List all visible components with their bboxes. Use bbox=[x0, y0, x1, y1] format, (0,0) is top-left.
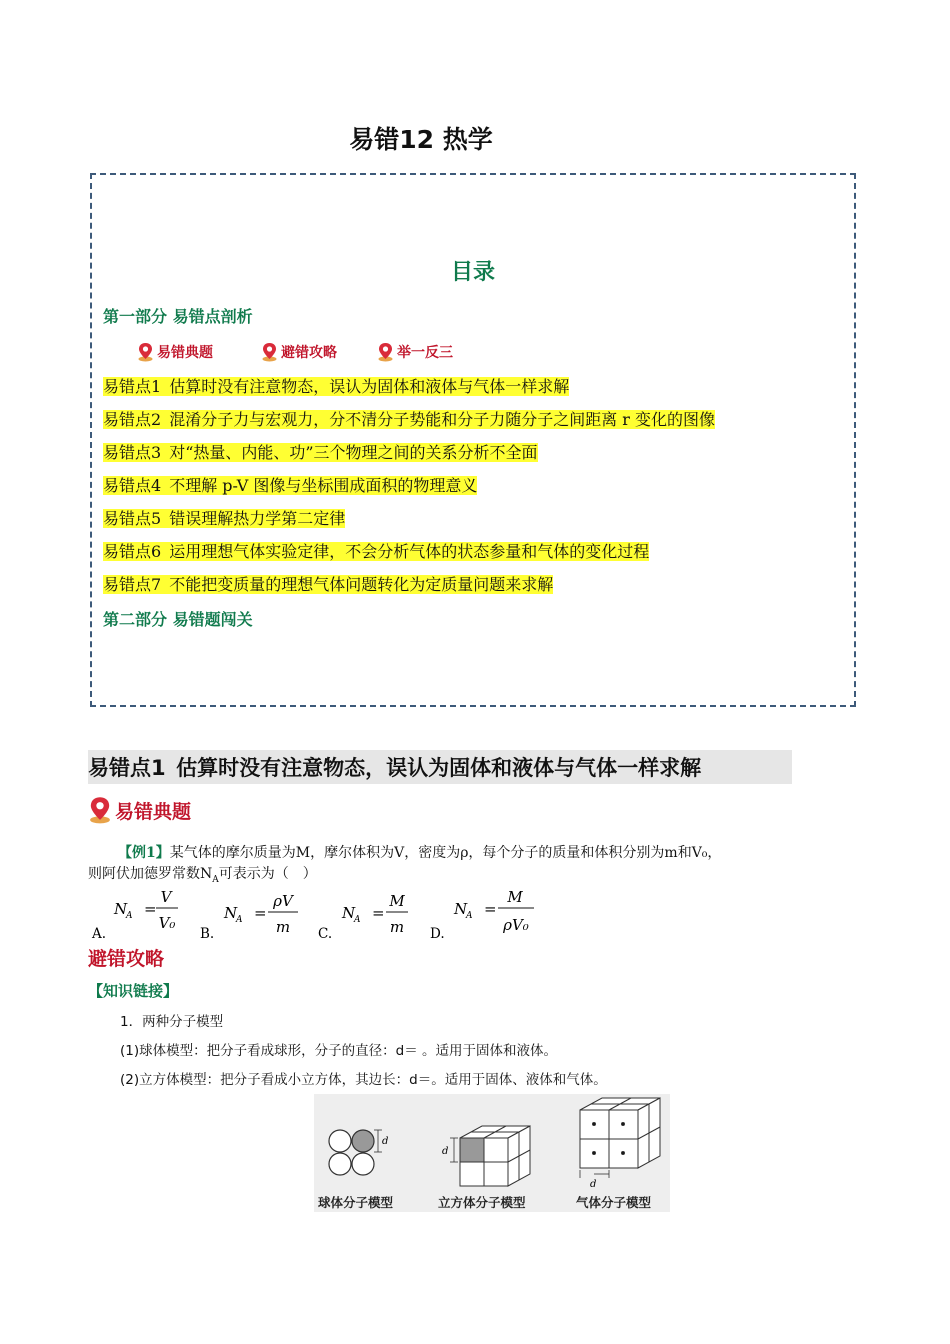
d-label: d bbox=[590, 1179, 597, 1190]
na-sub: A bbox=[236, 915, 243, 925]
eq-sign: = bbox=[144, 900, 157, 918]
tab-label: 易错典题 bbox=[157, 345, 213, 361]
tab-label: 举一反三 bbox=[397, 345, 453, 361]
option-b-den: m bbox=[275, 918, 291, 936]
toc-item-6[interactable]: 易错点6 运用理想气体实验定律，不会分析气体的状态参量和气体的变化过程 bbox=[103, 542, 650, 561]
option-a-den: V₀ bbox=[158, 914, 176, 932]
na-symbol: N bbox=[114, 900, 128, 918]
toc-tab-strategy[interactable] bbox=[261, 342, 337, 362]
caption-sphere: 球体分子模型 bbox=[318, 1195, 394, 1210]
toc-item-2[interactable]: 易错点2 混淆分子力与宏观力，分不清分子势能和分子力随分子之间距离 r 变化的图像 bbox=[103, 410, 716, 429]
knowledge-link-label: 【知识链接】 bbox=[88, 982, 179, 1000]
option-c-num: M bbox=[389, 892, 405, 910]
toc-part-2[interactable]: 第二部分 易错题闯关 bbox=[103, 610, 253, 629]
d-label: d bbox=[442, 1146, 449, 1157]
d-label: d bbox=[382, 1136, 389, 1147]
example-line-1: 【例1】某气体的摩尔质量为M，摩尔体积为V，密度为ρ，每个分子的质量和体积分别为m和V₀， bbox=[118, 845, 722, 861]
caption-cube: 立方体分子模型 bbox=[438, 1195, 526, 1210]
knowledge-item-1: 1．两种分子模型 bbox=[120, 1014, 224, 1030]
molecule-models-figure bbox=[314, 1094, 670, 1212]
location-pin-icon bbox=[88, 795, 112, 825]
option-b-num: ρV bbox=[273, 892, 293, 910]
toc-item-7[interactable]: 易错点7 不能把变质量的理想气体问题转化为定质量问题来求解 bbox=[103, 575, 554, 594]
toc-tab-practice[interactable] bbox=[377, 342, 453, 362]
option-c-den: m bbox=[389, 918, 405, 936]
location-pin-icon bbox=[377, 342, 394, 362]
toc-item-5[interactable]: 易错点5 错误理解热力学第二定律 bbox=[103, 509, 346, 528]
na-sub: A bbox=[126, 911, 133, 921]
tab-label: 避错攻略 bbox=[281, 345, 337, 361]
eq-sign: = bbox=[372, 904, 385, 922]
example-line-2: 则阿伏加德罗常数$N_A$可表示为（ ） bbox=[88, 866, 317, 885]
eq-sign: = bbox=[254, 904, 267, 922]
location-pin-icon bbox=[137, 342, 154, 362]
na-symbol: N bbox=[342, 904, 356, 922]
option-d-letter[interactable]: D. bbox=[430, 926, 445, 942]
subheading-typical: 易错典题 bbox=[88, 795, 191, 825]
toc-item-1[interactable]: 易错点1 估算时没有注意物态，误认为固体和液体与气体一样求解 bbox=[103, 377, 570, 396]
toc-part-1[interactable]: 第一部分 易错点剖析 bbox=[103, 307, 253, 326]
toc-item-4[interactable]: 易错点4 不理解 p-V 图像与坐标围成面积的物理意义 bbox=[103, 476, 478, 495]
knowledge-item-3: (2)立方体模型：把分子看成小立方体，其边长：d＝。适用于固体、液体和气体。 bbox=[120, 1072, 607, 1088]
option-b-letter[interactable]: B. bbox=[200, 926, 215, 942]
gas-model bbox=[580, 1098, 660, 1178]
option-c-letter[interactable]: C. bbox=[318, 926, 333, 942]
document-title: 易错12 热学 bbox=[349, 125, 493, 154]
toc-tab-typical[interactable] bbox=[137, 342, 213, 362]
caption-gas: 气体分子模型 bbox=[576, 1195, 652, 1210]
option-a-num: V bbox=[160, 888, 172, 906]
na-symbol: N bbox=[224, 904, 238, 922]
section-heading: 易错点1 估算时没有注意物态，误认为固体和液体与气体一样求解 bbox=[88, 756, 702, 780]
toc-item-3[interactable]: 易错点3 对“热量、内能、功”三个物理之间的关系分析不全面 bbox=[103, 443, 538, 462]
na-sub: A bbox=[354, 915, 361, 925]
option-formulas bbox=[88, 884, 568, 944]
location-pin-icon bbox=[261, 342, 278, 362]
knowledge-item-2: (1)球体模型：把分子看成球形，分子的直径：d＝ 。适用于固体和液体。 bbox=[120, 1043, 557, 1059]
option-d-den: ρV₀ bbox=[503, 916, 529, 934]
na-sub: A bbox=[466, 911, 473, 921]
toc-heading: 目录 bbox=[450, 260, 495, 285]
sphere-model bbox=[329, 1130, 382, 1175]
option-d-num: M bbox=[507, 888, 523, 906]
eq-sign: = bbox=[484, 900, 497, 918]
na-symbol: N bbox=[454, 900, 468, 918]
option-a-letter[interactable]: A. bbox=[92, 926, 107, 942]
subheading-strategy: 避错攻略 bbox=[88, 948, 165, 970]
options-row bbox=[88, 884, 568, 944]
cube-model bbox=[450, 1126, 530, 1186]
